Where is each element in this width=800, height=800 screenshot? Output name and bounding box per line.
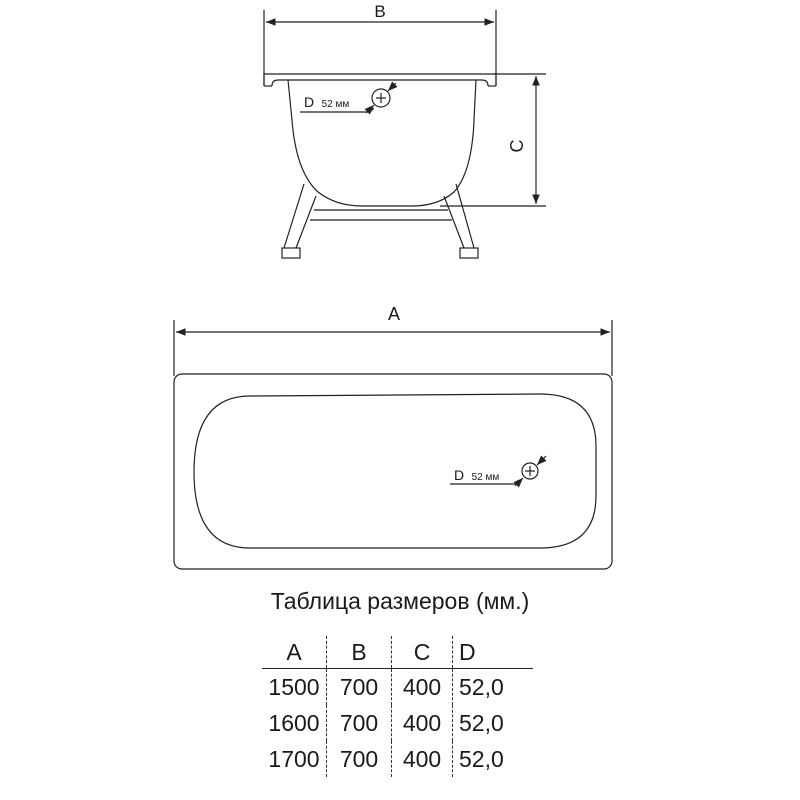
table-title: Таблица размеров (мм.) xyxy=(270,588,530,614)
table-row xyxy=(262,669,533,706)
tub-outline xyxy=(174,374,612,569)
dimension-c xyxy=(440,74,546,206)
cell-b: 700 xyxy=(327,669,392,706)
dimension-a-label: A xyxy=(387,304,401,324)
table-row xyxy=(262,741,533,777)
table-header-row xyxy=(262,636,533,669)
top-view xyxy=(174,320,612,569)
cell-c: 400 xyxy=(392,669,453,706)
table-row xyxy=(262,705,533,741)
cell-b: 700 xyxy=(327,705,392,741)
cell-a: 1600 xyxy=(268,709,320,736)
cell-c: 400 xyxy=(392,705,453,741)
drain-size-front: 52 мм xyxy=(321,99,350,110)
drain-letter-top: D xyxy=(454,467,465,483)
cell-d: 52,0 xyxy=(453,669,526,706)
cell-b: 700 xyxy=(327,741,392,777)
size-table xyxy=(262,636,533,777)
cell-a: 1700 xyxy=(268,745,320,772)
drain-size-top: 52 мм xyxy=(471,472,500,483)
header-b: B xyxy=(327,636,392,669)
tub-basin xyxy=(194,394,596,548)
tub-legs xyxy=(282,184,478,258)
front-view xyxy=(264,10,546,258)
header-a: A xyxy=(262,636,327,669)
cell-d: 52,0 xyxy=(453,741,526,777)
header-c: C xyxy=(392,636,453,669)
dimension-c-label: C xyxy=(507,139,527,153)
dimension-a xyxy=(174,320,612,376)
dimension-b-label: B xyxy=(374,2,386,21)
drain-label-top xyxy=(454,467,499,484)
header-rule-extension xyxy=(525,636,533,669)
header-d: D xyxy=(453,636,526,669)
drain-label-front xyxy=(304,94,349,111)
drain-letter-front: D xyxy=(304,94,315,110)
tub-rim xyxy=(264,74,496,86)
cell-d: 52,0 xyxy=(453,705,526,741)
cell-a: 1500 xyxy=(268,673,320,700)
cell-c: 400 xyxy=(392,741,453,777)
